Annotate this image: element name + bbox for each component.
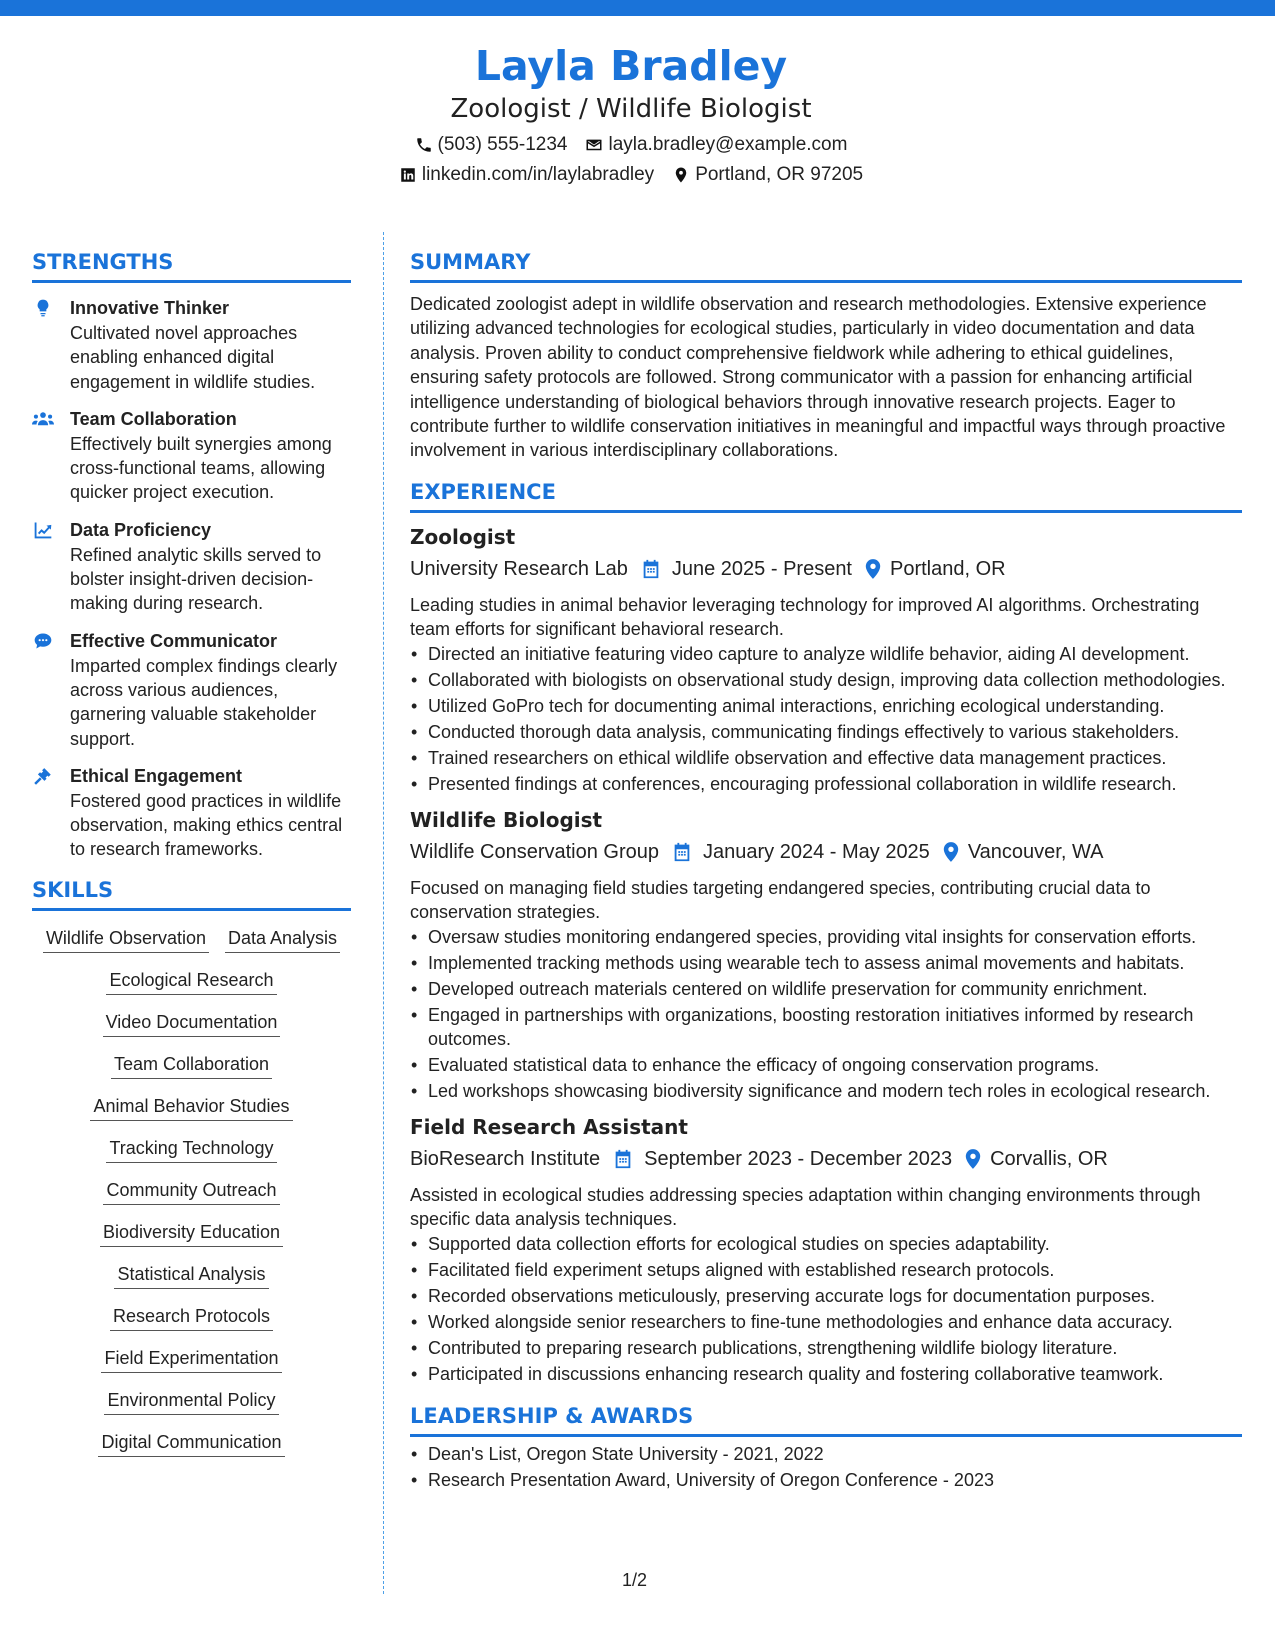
strength-desc: Refined analytic skills served to bolster insight-driven decision-making during research. (70, 544, 322, 614)
job-bullet: • Recorded observations meticulously, preserving accurate logs for documentation purposes. (410, 1285, 1242, 1309)
job-bullet: • Oversaw studies monitoring endangered species, providing vital insights for conservation efforts. (410, 926, 1242, 950)
job-dates: June 2025 - Present (671, 557, 852, 580)
skills-list (32, 925, 351, 1457)
skill-tag: Team Collaboration (111, 1051, 272, 1079)
phone-contact (415, 130, 568, 160)
strength-item (32, 629, 351, 751)
strength-desc: Cultivated novel approaches enabling enhanced digital engagement in wildlife studies. (70, 323, 316, 392)
strength-desc: Effectively built synergies among cross-functional teams, allowing quicker project execution. (70, 433, 332, 503)
job-entry (410, 523, 1242, 797)
linkedin-contact[interactable] (399, 160, 654, 190)
job-bullets (410, 926, 1242, 1103)
experience-heading: EXPERIENCE (410, 477, 1242, 513)
job-meta (410, 836, 1242, 868)
strength-name: Data Proficiency (70, 519, 212, 540)
strength-item (32, 407, 351, 505)
map-pin-icon (964, 1148, 982, 1170)
job-bullet: • Implemented tracking methods using wearable tech to assess animal movements and habitats. (410, 952, 1242, 976)
users-icon (32, 409, 54, 429)
summary-text: Dedicated zoologist adept in wildlife observation and research methodologies. Extensive experience utilizing advanced technologies for ecological studies, particularly in video documentation and data analysis. Proven ability to conduct comprehensive fieldwork while adhering to ethical guidelines, ensuring safety protocols are followed. Strong communicator with a passion for enhancing artificial intelligence understanding of biological behaviors through innovative research projects. Eager to contribute further to wildlife conservation initiatives in meaningful and impactful ways through proactive involvement in various interdisciplinary collaborations. (410, 294, 1226, 461)
phone-text: (503) 555-1234 (437, 134, 568, 155)
skill-tag: Field Experimentation (101, 1345, 281, 1373)
job-bullet: • Directed an initiative featuring video capture to analyze wildlife behavior, aiding AI development. (410, 643, 1242, 667)
job-bullet: • Utilized GoPro tech for documenting animal interactions, enriching ecological understanding. (410, 695, 1242, 719)
job-company: BioResearch Institute (410, 1148, 601, 1171)
linkedin-text[interactable]: linkedin.com/in/laylabradley (421, 164, 655, 185)
job-bullet: • Evaluated statistical data to enhance the efficacy of ongoing conservation programs. (410, 1054, 1242, 1078)
skill-tag: Data Analysis (225, 925, 340, 953)
job-description: Leading studies in animal behavior leveraging technology for improved AI algorithms. Orchestrating team efforts for significant behavioral research. (410, 594, 1200, 639)
contact-row-2 (0, 160, 1262, 190)
strength-item (32, 296, 351, 394)
map-pin-icon (672, 166, 690, 184)
location-contact (672, 160, 863, 190)
email-contact[interactable] (585, 130, 847, 160)
strength-name: Team Collaboration (70, 408, 237, 429)
skill-tag: Environmental Policy (104, 1387, 278, 1415)
strength-name: Innovative Thinker (70, 298, 230, 318)
job-bullet: • Led workshops showcasing biodiversity significance and modern tech roles in ecological research. (410, 1080, 1242, 1104)
strength-name: Effective Communicator (70, 630, 278, 651)
job-title: Wildlife Biologist (410, 808, 603, 833)
candidate-title: Zoologist / Wildlife Biologist (450, 94, 812, 124)
map-pin-icon (942, 841, 960, 863)
skills-heading: SKILLS (32, 875, 351, 911)
job-entry (410, 1113, 1242, 1387)
lightbulb-icon (32, 298, 54, 318)
job-bullets (410, 1233, 1242, 1387)
job-entry (410, 806, 1242, 1103)
job-bullet: • Participated in discussions enhancing research quality and fostering collaborative teamwork. (410, 1363, 1242, 1387)
job-bullet: • Supported data collection efforts for ecological studies on species adaptability. (410, 1233, 1242, 1257)
job-bullet: • Facilitated field experiment setups aligned with established research protocols. (410, 1259, 1242, 1283)
job-bullet: • Developed outreach materials centered on wildlife preservation for community enrichment. (410, 978, 1242, 1002)
contact-row-1 (0, 130, 1262, 160)
job-bullets (410, 643, 1242, 797)
right-column (410, 247, 1242, 1495)
job-location: Portland, OR (890, 557, 1006, 580)
job-bullet: • Worked alongside senior researchers to fine-tune methodologies and enhance data accuracy. (410, 1311, 1242, 1335)
job-description: Assisted in ecological studies addressing species adaptation within changing environments through specific data analysis techniques. (410, 1185, 1201, 1230)
chart-line-icon (32, 520, 54, 540)
left-column (32, 247, 351, 1457)
skill-tag: Digital Communication (98, 1429, 284, 1457)
strengths-heading: STRENGTHS (32, 247, 351, 283)
skill-tag: Community Outreach (103, 1177, 279, 1205)
calendar-icon (671, 841, 693, 863)
linkedin-icon (399, 166, 417, 184)
job-dates: January 2024 - May 2025 (703, 841, 930, 864)
gavel-icon (32, 766, 54, 786)
job-meta (410, 553, 1242, 585)
job-company: Wildlife Conservation Group (410, 841, 659, 864)
job-title: Field Research Assistant (410, 1115, 688, 1140)
calendar-icon (640, 558, 662, 580)
job-meta (410, 1143, 1242, 1175)
skill-tag: Wildlife Observation (43, 925, 209, 953)
job-company: University Research Lab (410, 557, 628, 580)
resume-header (0, 40, 1262, 190)
skill-tag: Research Protocols (110, 1303, 273, 1331)
skill-tag: Video Documentation (103, 1009, 281, 1037)
job-title: Zoologist (410, 524, 516, 549)
strength-item (32, 764, 351, 862)
strengths-list (32, 296, 351, 862)
job-bullet: • Collaborated with biologists on observational study design, improving data collection methodologies. (410, 669, 1242, 693)
skill-tag: Animal Behavior Studies (90, 1093, 292, 1121)
job-description: Focused on managing field studies targeting endangered species, contributing crucial data to conservation strategies. (410, 878, 1151, 923)
email-text[interactable]: layla.bradley@example.com (608, 134, 848, 155)
candidate-name: Layla Bradley (474, 42, 788, 90)
strength-name: Ethical Engagement (70, 765, 243, 786)
skill-tag: Ecological Research (106, 967, 276, 995)
strength-desc: Fostered good practices in wildlife observation, making ethics central to research frameworks. (70, 790, 343, 860)
location-text: Portland, OR 97205 (695, 164, 864, 185)
skill-tag: Tracking Technology (106, 1135, 276, 1163)
column-divider (383, 232, 384, 1594)
top-accent-bar (0, 0, 1275, 16)
awards-list (410, 1443, 1242, 1493)
job-location: Vancouver, WA (967, 841, 1104, 864)
page-number: 1/2 (622, 1570, 648, 1590)
job-bullet: • Engaged in partnerships with organizations, boosting restoration initiatives informed by research outcomes. (410, 1004, 1242, 1051)
envelope-icon (585, 136, 603, 154)
skill-tag: Statistical Analysis (114, 1261, 268, 1289)
job-location: Corvallis, OR (990, 1148, 1108, 1171)
speech-bubble-icon (32, 631, 54, 651)
skill-tag: Biodiversity Education (100, 1219, 283, 1247)
calendar-icon (612, 1148, 634, 1170)
map-pin-icon (864, 558, 882, 580)
job-bullet: • Contributed to preparing research publications, strengthening wildlife biology literature. (410, 1337, 1242, 1361)
strength-desc: Imparted complex findings clearly across various audiences, garnering valuable stakeholder support. (70, 655, 338, 749)
phone-icon (415, 136, 433, 154)
job-bullet: • Conducted thorough data analysis, communicating findings effectively to various stakeholders. (410, 721, 1242, 745)
award-item: • Research Presentation Award, University of Oregon Conference - 2023 (410, 1469, 1242, 1493)
job-bullet: • Presented findings at conferences, encouraging professional collaboration in wildlife research. (410, 773, 1242, 797)
awards-heading: LEADERSHIP & AWARDS (410, 1401, 1242, 1437)
award-item: • Dean's List, Oregon State University - 2021, 2022 (410, 1443, 1242, 1467)
job-bullet: • Trained researchers on ethical wildlife observation and effective data management practices. (410, 747, 1242, 771)
summary-heading: SUMMARY (410, 247, 1242, 283)
strength-item (32, 518, 351, 616)
job-dates: September 2023 - December 2023 (644, 1148, 953, 1171)
